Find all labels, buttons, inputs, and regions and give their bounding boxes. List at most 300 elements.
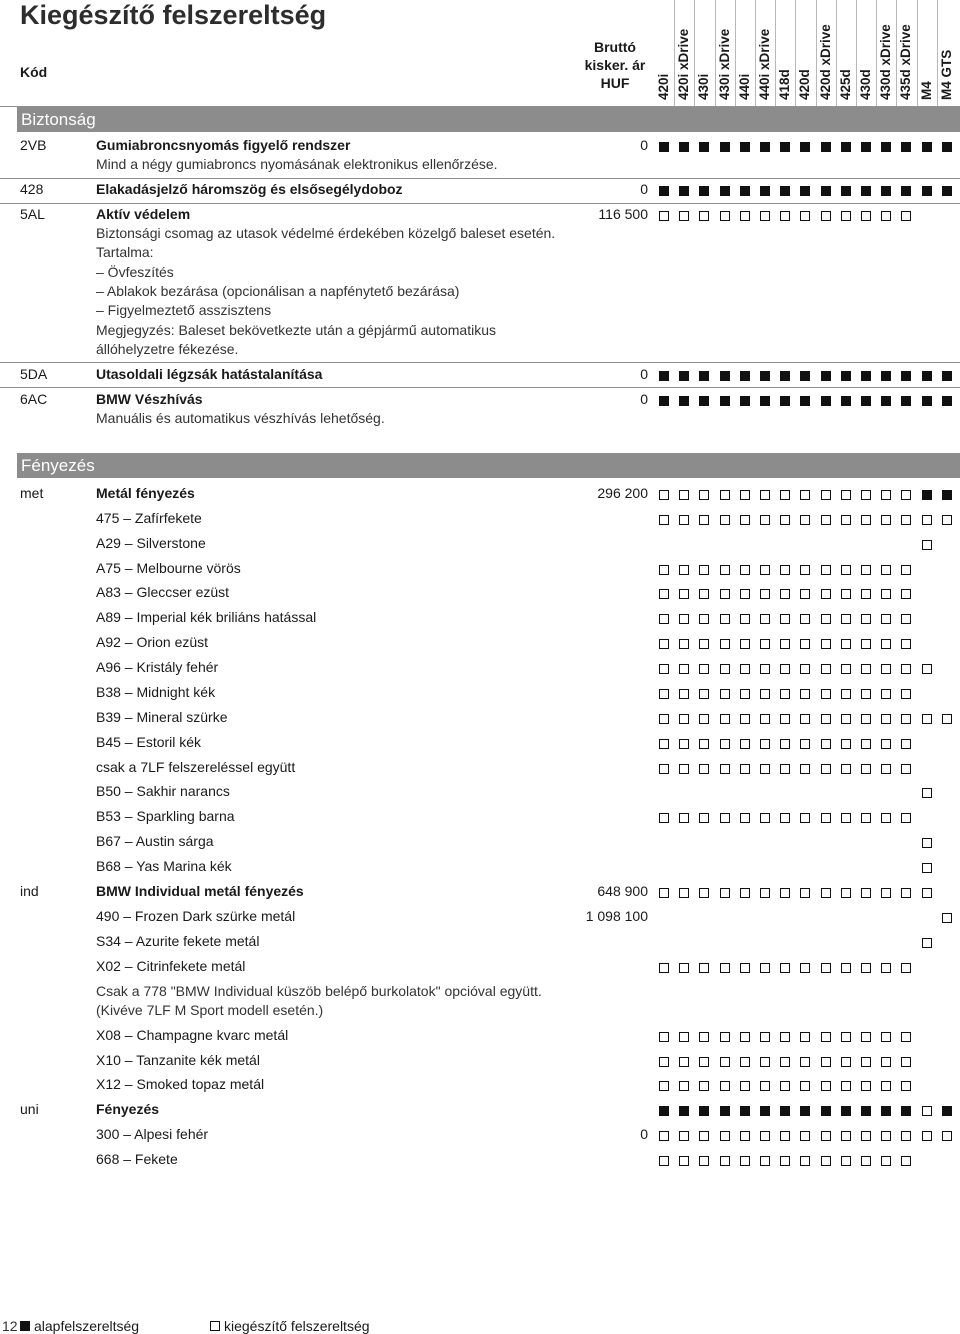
optional-hollow-square-icon — [699, 1131, 709, 1141]
optional-hollow-square-icon — [901, 1131, 911, 1141]
optional-hollow-square-icon — [821, 639, 831, 649]
optional-hollow-square-icon — [780, 714, 790, 724]
optional-hollow-square-icon — [740, 764, 750, 774]
standard-filled-square-icon — [841, 142, 851, 152]
standard-filled-square-icon — [881, 186, 891, 196]
option-description: – Figyelmeztető asszisztens — [96, 302, 272, 319]
optional-hollow-square-icon — [841, 1032, 851, 1042]
optional-hollow-square-icon — [800, 1032, 810, 1042]
optional-hollow-square-icon — [740, 1032, 750, 1042]
optional-hollow-square-icon — [821, 664, 831, 674]
option-name: BMW Individual metál fényezés — [96, 883, 304, 899]
optional-hollow-square-icon — [841, 888, 851, 898]
standard-filled-square-icon — [881, 1106, 891, 1116]
optional-hollow-square-icon — [760, 739, 770, 749]
standard-filled-square-icon — [901, 396, 911, 406]
optional-hollow-square-icon — [841, 1081, 851, 1091]
optional-hollow-square-icon — [800, 589, 810, 599]
optional-hollow-square-icon — [841, 714, 851, 724]
optional-hollow-square-icon — [679, 490, 689, 500]
optional-hollow-square-icon — [699, 664, 709, 674]
optional-hollow-square-icon — [679, 639, 689, 649]
optional-hollow-square-icon — [720, 664, 730, 674]
optional-hollow-square-icon — [780, 1081, 790, 1091]
model-header-label: M4 — [918, 81, 934, 100]
standard-filled-square-icon — [821, 186, 831, 196]
model-header-label: 440i — [736, 73, 752, 100]
option-name: A29 – Silverstone — [96, 535, 206, 551]
optional-hollow-square-icon — [881, 589, 891, 599]
optional-hollow-square-icon — [760, 813, 770, 823]
optional-hollow-square-icon — [659, 211, 669, 221]
optional-hollow-square-icon — [861, 614, 871, 624]
optional-hollow-square-icon — [861, 639, 871, 649]
optional-hollow-square-icon — [901, 739, 911, 749]
optional-hollow-square-icon — [699, 813, 709, 823]
optional-hollow-square-icon — [861, 1131, 871, 1141]
optional-hollow-square-icon — [901, 490, 911, 500]
optional-hollow-square-icon — [780, 689, 790, 699]
standard-filled-square-icon — [901, 371, 911, 381]
standard-filled-square-icon — [861, 396, 871, 406]
optional-hollow-square-icon — [699, 1057, 709, 1067]
optional-hollow-square-icon — [881, 1057, 891, 1067]
optional-hollow-square-icon — [800, 689, 810, 699]
optional-hollow-square-icon — [881, 888, 891, 898]
row-divider — [0, 362, 960, 363]
optional-hollow-square-icon — [699, 689, 709, 699]
optional-hollow-square-icon — [679, 565, 689, 575]
standard-filled-square-icon — [679, 371, 689, 381]
optional-hollow-square-icon — [760, 614, 770, 624]
optional-hollow-square-icon — [800, 963, 810, 973]
option-code: 5DA — [20, 366, 48, 382]
optional-hollow-square-icon — [760, 589, 770, 599]
optional-hollow-square-icon — [740, 490, 750, 500]
optional-hollow-square-icon — [800, 888, 810, 898]
option-code: 428 — [20, 181, 44, 197]
optional-hollow-square-icon — [861, 1032, 871, 1042]
standard-filled-square-icon — [800, 371, 810, 381]
option-code: 6AC — [20, 391, 48, 407]
optional-hollow-square-icon — [780, 614, 790, 624]
standard-filled-square-icon — [699, 396, 709, 406]
optional-hollow-square-icon — [760, 1156, 770, 1166]
optional-hollow-square-icon — [800, 739, 810, 749]
optional-hollow-square-icon — [659, 689, 669, 699]
option-name: Aktív védelem — [96, 206, 191, 222]
standard-filled-square-icon — [821, 1106, 831, 1116]
legend-standard-label: alapfelszereltség — [34, 1318, 140, 1334]
standard-filled-square-icon — [800, 142, 810, 152]
optional-hollow-square-icon — [821, 689, 831, 699]
optional-hollow-square-icon — [841, 639, 851, 649]
standard-filled-square-icon — [821, 396, 831, 406]
optional-hollow-square-icon — [679, 764, 689, 774]
option-name: 668 – Fekete — [96, 1151, 178, 1167]
option-name: A75 – Melbourne vörös — [96, 560, 241, 576]
standard-filled-square-icon — [659, 186, 669, 196]
optional-hollow-square-icon — [679, 515, 689, 525]
optional-hollow-square-icon — [901, 515, 911, 525]
optional-hollow-square-icon — [922, 664, 932, 674]
option-name: X08 – Champagne kvarc metál — [96, 1027, 289, 1043]
optional-hollow-square-icon — [740, 1081, 750, 1091]
optional-hollow-square-icon — [740, 1057, 750, 1067]
optional-hollow-square-icon — [679, 1057, 689, 1067]
optional-hollow-square-icon — [740, 1156, 750, 1166]
option-price: 1 098 100 — [585, 908, 648, 924]
optional-hollow-square-icon — [760, 714, 770, 724]
option-description: – Ablakok bezárása (opcionálisan a napfénytető bezárása) — [96, 282, 460, 299]
optional-hollow-square-icon — [841, 1156, 851, 1166]
optional-hollow-square-icon — [901, 963, 911, 973]
optional-hollow-square-icon — [800, 565, 810, 575]
standard-filled-square-icon — [659, 396, 669, 406]
optional-hollow-square-icon — [720, 1081, 730, 1091]
standard-filled-square-icon — [922, 186, 932, 196]
standard-filled-square-icon — [942, 186, 952, 196]
optional-hollow-square-icon — [922, 888, 932, 898]
option-name: B45 – Estoril kék — [96, 734, 202, 750]
optional-hollow-square-icon — [780, 664, 790, 674]
standard-filled-square-icon — [901, 142, 911, 152]
option-code: 2VB — [20, 137, 47, 153]
optional-hollow-square-icon — [760, 764, 770, 774]
optional-hollow-square-icon — [679, 1131, 689, 1141]
optional-hollow-square-icon — [760, 664, 770, 674]
optional-hollow-square-icon — [881, 764, 891, 774]
optional-hollow-square-icon — [821, 614, 831, 624]
option-name: B68 – Yas Marina kék — [96, 858, 232, 874]
optional-hollow-square-icon — [901, 211, 911, 221]
optional-hollow-square-icon — [861, 1057, 871, 1067]
optional-hollow-square-icon — [780, 963, 790, 973]
optional-hollow-square-icon — [780, 1156, 790, 1166]
optional-hollow-square-icon — [821, 1057, 831, 1067]
standard-filled-square-icon — [821, 142, 831, 152]
optional-hollow-square-icon — [720, 739, 730, 749]
option-name: Gumiabroncsnyomás figyelő rendszer — [96, 137, 351, 153]
optional-hollow-square-icon — [800, 714, 810, 724]
optional-hollow-square-icon — [679, 614, 689, 624]
optional-hollow-square-icon — [841, 1057, 851, 1067]
standard-filled-square-icon — [861, 186, 871, 196]
option-description: Manuális és automatikus vészhívás lehetőség. — [96, 410, 385, 426]
optional-hollow-square-icon — [861, 739, 871, 749]
optional-hollow-square-icon — [679, 714, 689, 724]
model-header-label: 418d — [777, 69, 793, 100]
optional-hollow-square-icon — [922, 838, 932, 848]
optional-hollow-square-icon — [922, 1131, 932, 1141]
option-name: B50 – Sakhir narancs — [96, 783, 230, 799]
optional-hollow-square-icon — [699, 565, 709, 575]
model-header-label: 430d — [858, 69, 873, 100]
model-header-label: 430i — [696, 73, 712, 100]
optional-hollow-square-icon — [679, 1156, 689, 1166]
optional-hollow-square-icon — [720, 813, 730, 823]
option-name: A89 – Imperial kék briliáns hatással — [96, 609, 317, 625]
optional-hollow-square-icon — [922, 714, 932, 724]
optional-hollow-square-icon — [881, 211, 891, 221]
optional-hollow-square-icon — [821, 764, 831, 774]
option-name: X12 – Smoked topaz metál — [96, 1076, 265, 1092]
optional-hollow-square-icon — [720, 689, 730, 699]
optional-hollow-square-icon — [841, 565, 851, 575]
optional-hollow-square-icon — [861, 1081, 871, 1091]
model-header-label: 420d xDrive — [817, 24, 833, 100]
row-divider — [0, 387, 960, 388]
optional-hollow-square-icon — [760, 689, 770, 699]
price-header-line: Bruttó — [594, 39, 636, 55]
price-header-line: HUF — [600, 75, 630, 91]
option-price: 116 500 — [598, 206, 648, 222]
optional-hollow-square-icon — [659, 614, 669, 624]
optional-hollow-square-icon — [841, 211, 851, 221]
optional-hollow-square-icon — [861, 211, 871, 221]
standard-filled-square-icon — [780, 371, 790, 381]
optional-hollow-square-icon — [740, 813, 750, 823]
optional-hollow-square-icon — [901, 565, 911, 575]
option-name: Metál fényezés — [96, 485, 195, 501]
optional-hollow-square-icon — [659, 515, 669, 525]
optional-hollow-square-icon — [901, 639, 911, 649]
optional-hollow-square-icon — [821, 515, 831, 525]
row-divider — [0, 178, 960, 179]
standard-filled-square-icon — [780, 1106, 790, 1116]
standard-filled-square-icon — [740, 396, 750, 406]
standard-filled-square-icon — [659, 371, 669, 381]
option-name: B39 – Mineral szürke — [96, 709, 228, 725]
optional-hollow-square-icon — [699, 714, 709, 724]
optional-hollow-square-icon — [679, 888, 689, 898]
model-header-label: 420i — [656, 73, 671, 100]
optional-hollow-square-icon — [659, 490, 669, 500]
optional-hollow-square-icon — [821, 1032, 831, 1042]
optional-hollow-square-icon — [740, 739, 750, 749]
optional-hollow-square-icon — [861, 1156, 871, 1166]
optional-hollow-square-icon — [800, 664, 810, 674]
optional-hollow-square-icon — [720, 639, 730, 649]
page-number: 12 — [2, 1318, 18, 1334]
standard-filled-square-icon — [760, 371, 770, 381]
optional-hollow-square-icon — [720, 1131, 730, 1141]
optional-hollow-square-icon — [659, 963, 669, 973]
optional-hollow-square-icon — [720, 714, 730, 724]
optional-hollow-square-icon — [800, 515, 810, 525]
model-header-label: 430i xDrive — [716, 28, 732, 100]
model-header-label: 440i xDrive — [757, 28, 772, 100]
optional-hollow-square-icon — [881, 490, 891, 500]
optional-hollow-square-icon — [861, 664, 871, 674]
option-code: uni — [20, 1101, 39, 1117]
optional-hollow-square-icon — [720, 963, 730, 973]
optional-hollow-square-icon — [901, 664, 911, 674]
standard-filled-square-icon — [881, 142, 891, 152]
standard-filled-square-icon — [841, 186, 851, 196]
optional-hollow-square-icon — [901, 1156, 911, 1166]
optional-hollow-square-icon — [659, 1032, 669, 1042]
option-price: 0 — [640, 181, 648, 197]
optional-hollow-square-icon — [901, 614, 911, 624]
optional-hollow-square-icon — [679, 1032, 689, 1042]
optional-hollow-square-icon — [659, 664, 669, 674]
optional-hollow-square-icon — [800, 1057, 810, 1067]
optional-hollow-square-icon — [699, 888, 709, 898]
optional-hollow-square-icon — [901, 714, 911, 724]
optional-hollow-square-icon — [780, 739, 790, 749]
standard-filled-square-icon — [760, 1106, 770, 1116]
optional-hollow-square-icon — [821, 565, 831, 575]
optional-hollow-square-icon — [720, 490, 730, 500]
optional-hollow-square-icon — [659, 888, 669, 898]
option-price: 0 — [640, 366, 648, 382]
optional-hollow-square-icon — [800, 1156, 810, 1166]
optional-hollow-square-icon — [740, 515, 750, 525]
optional-hollow-square-icon — [659, 639, 669, 649]
optional-hollow-square-icon — [780, 589, 790, 599]
optional-hollow-square-icon — [740, 963, 750, 973]
standard-filled-square-icon — [901, 1106, 911, 1116]
standard-filled-square-icon — [942, 142, 952, 152]
optional-hollow-square-icon — [659, 565, 669, 575]
optional-hollow-square-icon — [760, 888, 770, 898]
optional-hollow-square-icon — [841, 589, 851, 599]
standard-filled-square-icon — [841, 396, 851, 406]
optional-hollow-square-icon — [699, 764, 709, 774]
optional-hollow-square-icon — [659, 739, 669, 749]
optional-hollow-square-icon — [679, 739, 689, 749]
optional-hollow-square-icon — [821, 739, 831, 749]
option-name: 475 – Zafírfekete — [96, 510, 202, 526]
page-title: Kiegészítő felszereltség — [20, 0, 327, 30]
optional-hollow-square-icon — [922, 938, 932, 948]
optional-hollow-square-icon — [800, 490, 810, 500]
standard-filled-square-icon — [679, 1106, 689, 1116]
optional-hollow-square-icon — [942, 913, 952, 923]
standard-filled-square-icon — [780, 396, 790, 406]
section-paint: Fényezés — [17, 453, 960, 478]
optional-hollow-square-icon — [922, 863, 932, 873]
standard-filled-square-icon — [760, 186, 770, 196]
standard-filled-square-icon — [800, 186, 810, 196]
optional-hollow-square-icon — [699, 589, 709, 599]
optional-hollow-square-icon — [881, 1081, 891, 1091]
optional-hollow-square-icon — [881, 664, 891, 674]
optional-hollow-square-icon — [720, 589, 730, 599]
optional-hollow-square-icon — [821, 211, 831, 221]
option-description: – Övfeszítés — [96, 263, 174, 280]
optional-hollow-square-icon — [780, 490, 790, 500]
standard-filled-square-icon — [881, 371, 891, 381]
optional-hollow-square-icon — [699, 739, 709, 749]
optional-hollow-square-icon — [679, 664, 689, 674]
optional-hollow-square-icon — [740, 664, 750, 674]
optional-hollow-square-icon — [901, 813, 911, 823]
option-price: 296 200 — [597, 485, 648, 501]
optional-hollow-square-icon — [942, 1131, 952, 1141]
option-code: met — [20, 485, 44, 501]
standard-filled-square-icon — [720, 396, 730, 406]
optional-hollow-square-icon — [800, 614, 810, 624]
optional-hollow-square-icon — [861, 963, 871, 973]
optional-hollow-square-icon — [841, 490, 851, 500]
optional-hollow-square-icon — [760, 1057, 770, 1067]
option-price: 648 900 — [597, 883, 648, 899]
optional-hollow-square-icon — [780, 1057, 790, 1067]
optional-hollow-square-icon — [800, 813, 810, 823]
optional-hollow-square-icon — [881, 714, 891, 724]
optional-hollow-square-icon — [760, 211, 770, 221]
optional-hollow-square-icon — [800, 1131, 810, 1141]
option-name: A92 – Orion ezüst — [96, 634, 209, 650]
optional-hollow-square-icon — [942, 515, 952, 525]
optional-hollow-square-icon — [679, 211, 689, 221]
price-header-line: kisker. ár — [584, 57, 646, 73]
optional-hollow-square-icon — [881, 813, 891, 823]
optional-hollow-square-icon — [821, 714, 831, 724]
optional-hollow-square-icon — [659, 1081, 669, 1091]
standard-filled-square-icon — [699, 142, 709, 152]
standard-filled-square-icon — [740, 371, 750, 381]
optional-hollow-square-icon — [901, 589, 911, 599]
optional-hollow-square-icon — [922, 788, 932, 798]
optional-hollow-square-icon — [821, 963, 831, 973]
optional-hollow-square-icon — [821, 888, 831, 898]
standard-filled-square-icon — [679, 186, 689, 196]
optional-hollow-square-icon — [881, 689, 891, 699]
section-safety: Biztonság — [17, 107, 960, 132]
optional-hollow-square-icon — [740, 714, 750, 724]
optional-hollow-square-icon — [881, 739, 891, 749]
optional-hollow-square-icon — [901, 888, 911, 898]
optional-hollow-square-icon — [922, 540, 932, 550]
optional-hollow-square-icon — [841, 739, 851, 749]
optional-hollow-square-icon — [841, 664, 851, 674]
standard-filled-square-icon — [942, 396, 952, 406]
option-name: X02 – Citrinfekete metál — [96, 958, 246, 974]
standard-filled-square-icon — [901, 186, 911, 196]
optional-hollow-square-icon — [720, 888, 730, 898]
optional-hollow-square-icon — [699, 1156, 709, 1166]
option-name: csak a 7LF felszereléssel együtt — [96, 759, 296, 775]
optional-hollow-square-icon — [881, 515, 891, 525]
optional-hollow-square-icon — [720, 764, 730, 774]
standard-filled-square-icon — [760, 396, 770, 406]
option-description: Tartalma: — [96, 244, 154, 261]
optional-hollow-square-icon — [780, 813, 790, 823]
standard-filled-square-icon — [821, 371, 831, 381]
optional-hollow-square-icon — [679, 689, 689, 699]
standard-filled-square-icon — [841, 371, 851, 381]
optional-hollow-square-icon — [901, 1081, 911, 1091]
optional-hollow-square-icon — [740, 1131, 750, 1141]
row-divider — [0, 203, 960, 204]
optional-hollow-square-icon — [901, 1032, 911, 1042]
optional-hollow-square-icon — [800, 639, 810, 649]
standard-filled-square-icon — [780, 186, 790, 196]
option-description: Csak a 778 "BMW Individual küszöb belépő burkolatok" opcióval együtt. — [96, 983, 542, 999]
optional-hollow-square-icon — [659, 1057, 669, 1067]
optional-hollow-square-icon — [699, 639, 709, 649]
standard-filled-square-icon — [881, 396, 891, 406]
optional-hollow-square-icon — [210, 1321, 220, 1331]
optional-hollow-square-icon — [760, 963, 770, 973]
standard-filled-square-icon — [679, 396, 689, 406]
standard-filled-square-icon — [942, 490, 952, 500]
optional-hollow-square-icon — [760, 639, 770, 649]
option-name: Fényezés — [96, 1101, 160, 1117]
